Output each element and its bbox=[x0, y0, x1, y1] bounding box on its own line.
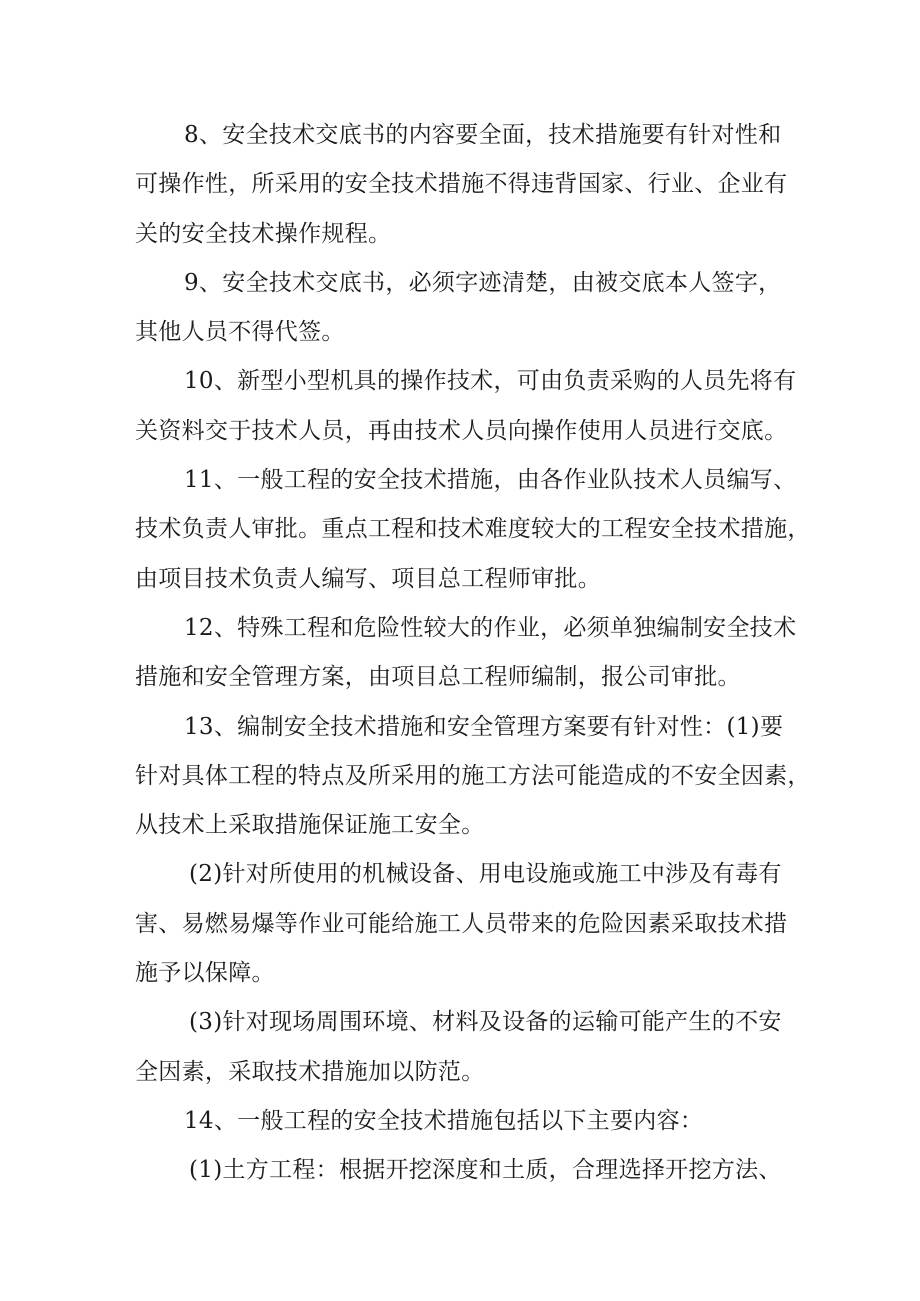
subitem-2-line-1: (2)针对所使用的机械设备、用电设施或施工中涉及有毒有 bbox=[189, 861, 782, 888]
item-11-line-2: 技术负责人审批。重点工程和技术难度较大的工程安全技术措施， bbox=[135, 516, 811, 543]
subitem-2-line-2: 害、易燃易爆等作业可能给施工人员带来的危险因素采取技术措 bbox=[135, 910, 788, 937]
subitem-3-line-1: (3)针对现场周围环境、材料及设备的运输可能产生的不安 bbox=[189, 1009, 782, 1036]
item-9-line-1: 9、安全技术交底书，必须字迹清楚，由被交底本人签字， bbox=[184, 269, 782, 296]
item-13-line-2: 针对具体工程的特点及所采用的施工方法可能造成的不安全因素， bbox=[135, 762, 811, 789]
item-12-line-2: 措施和安全管理方案，由项目总工程师编制，报公司审批。 bbox=[135, 664, 741, 691]
item-12-line-1: 12、特殊工程和危险性较大的作业，必须单独编制安全技术 bbox=[184, 614, 797, 641]
item-13-line-1: 13、编制安全技术措施和安全管理方案要有针对性：(1)要 bbox=[184, 713, 784, 740]
subitem-1-line-1: (1)土方工程：根据开挖深度和土质，合理选择开挖方法、 bbox=[189, 1157, 782, 1184]
document-body bbox=[135, 111, 811, 1196]
item-10-line-1: 10、新型小型机具的操作技术，可由负责采购的人员先将有 bbox=[184, 368, 797, 395]
subitem-3-line-2: 全因素，采取技术措施加以防范。 bbox=[135, 1058, 485, 1085]
item-11-line-3: 由项目技术负责人编写、项目总工程师审批。 bbox=[135, 565, 601, 592]
item-8-line-2: 可操作性，所采用的安全技术措施不得违背国家、行业、企业有 bbox=[135, 171, 788, 198]
item-8-line-3: 关的安全技术操作规程。 bbox=[135, 220, 392, 247]
item-14-line-1: 14、一般工程的安全技术措施包括以下主要内容： bbox=[184, 1107, 704, 1134]
item-10-line-2: 关资料交于技术人员，再由技术人员向操作使用人员进行交底。 bbox=[135, 417, 788, 444]
item-11-line-1: 11、一般工程的安全技术措施，由各作业队技术人员编写、 bbox=[184, 467, 797, 494]
subitem-2-line-3: 施予以保障。 bbox=[135, 960, 275, 987]
item-9-line-2: 其他人员不得代签。 bbox=[135, 319, 345, 346]
item-8-line-1: 8、安全技术交底书的内容要全面，技术措施要有针对性和 bbox=[184, 122, 782, 148]
item-13-line-3: 从技术上采取措施保证施工安全。 bbox=[135, 812, 485, 839]
